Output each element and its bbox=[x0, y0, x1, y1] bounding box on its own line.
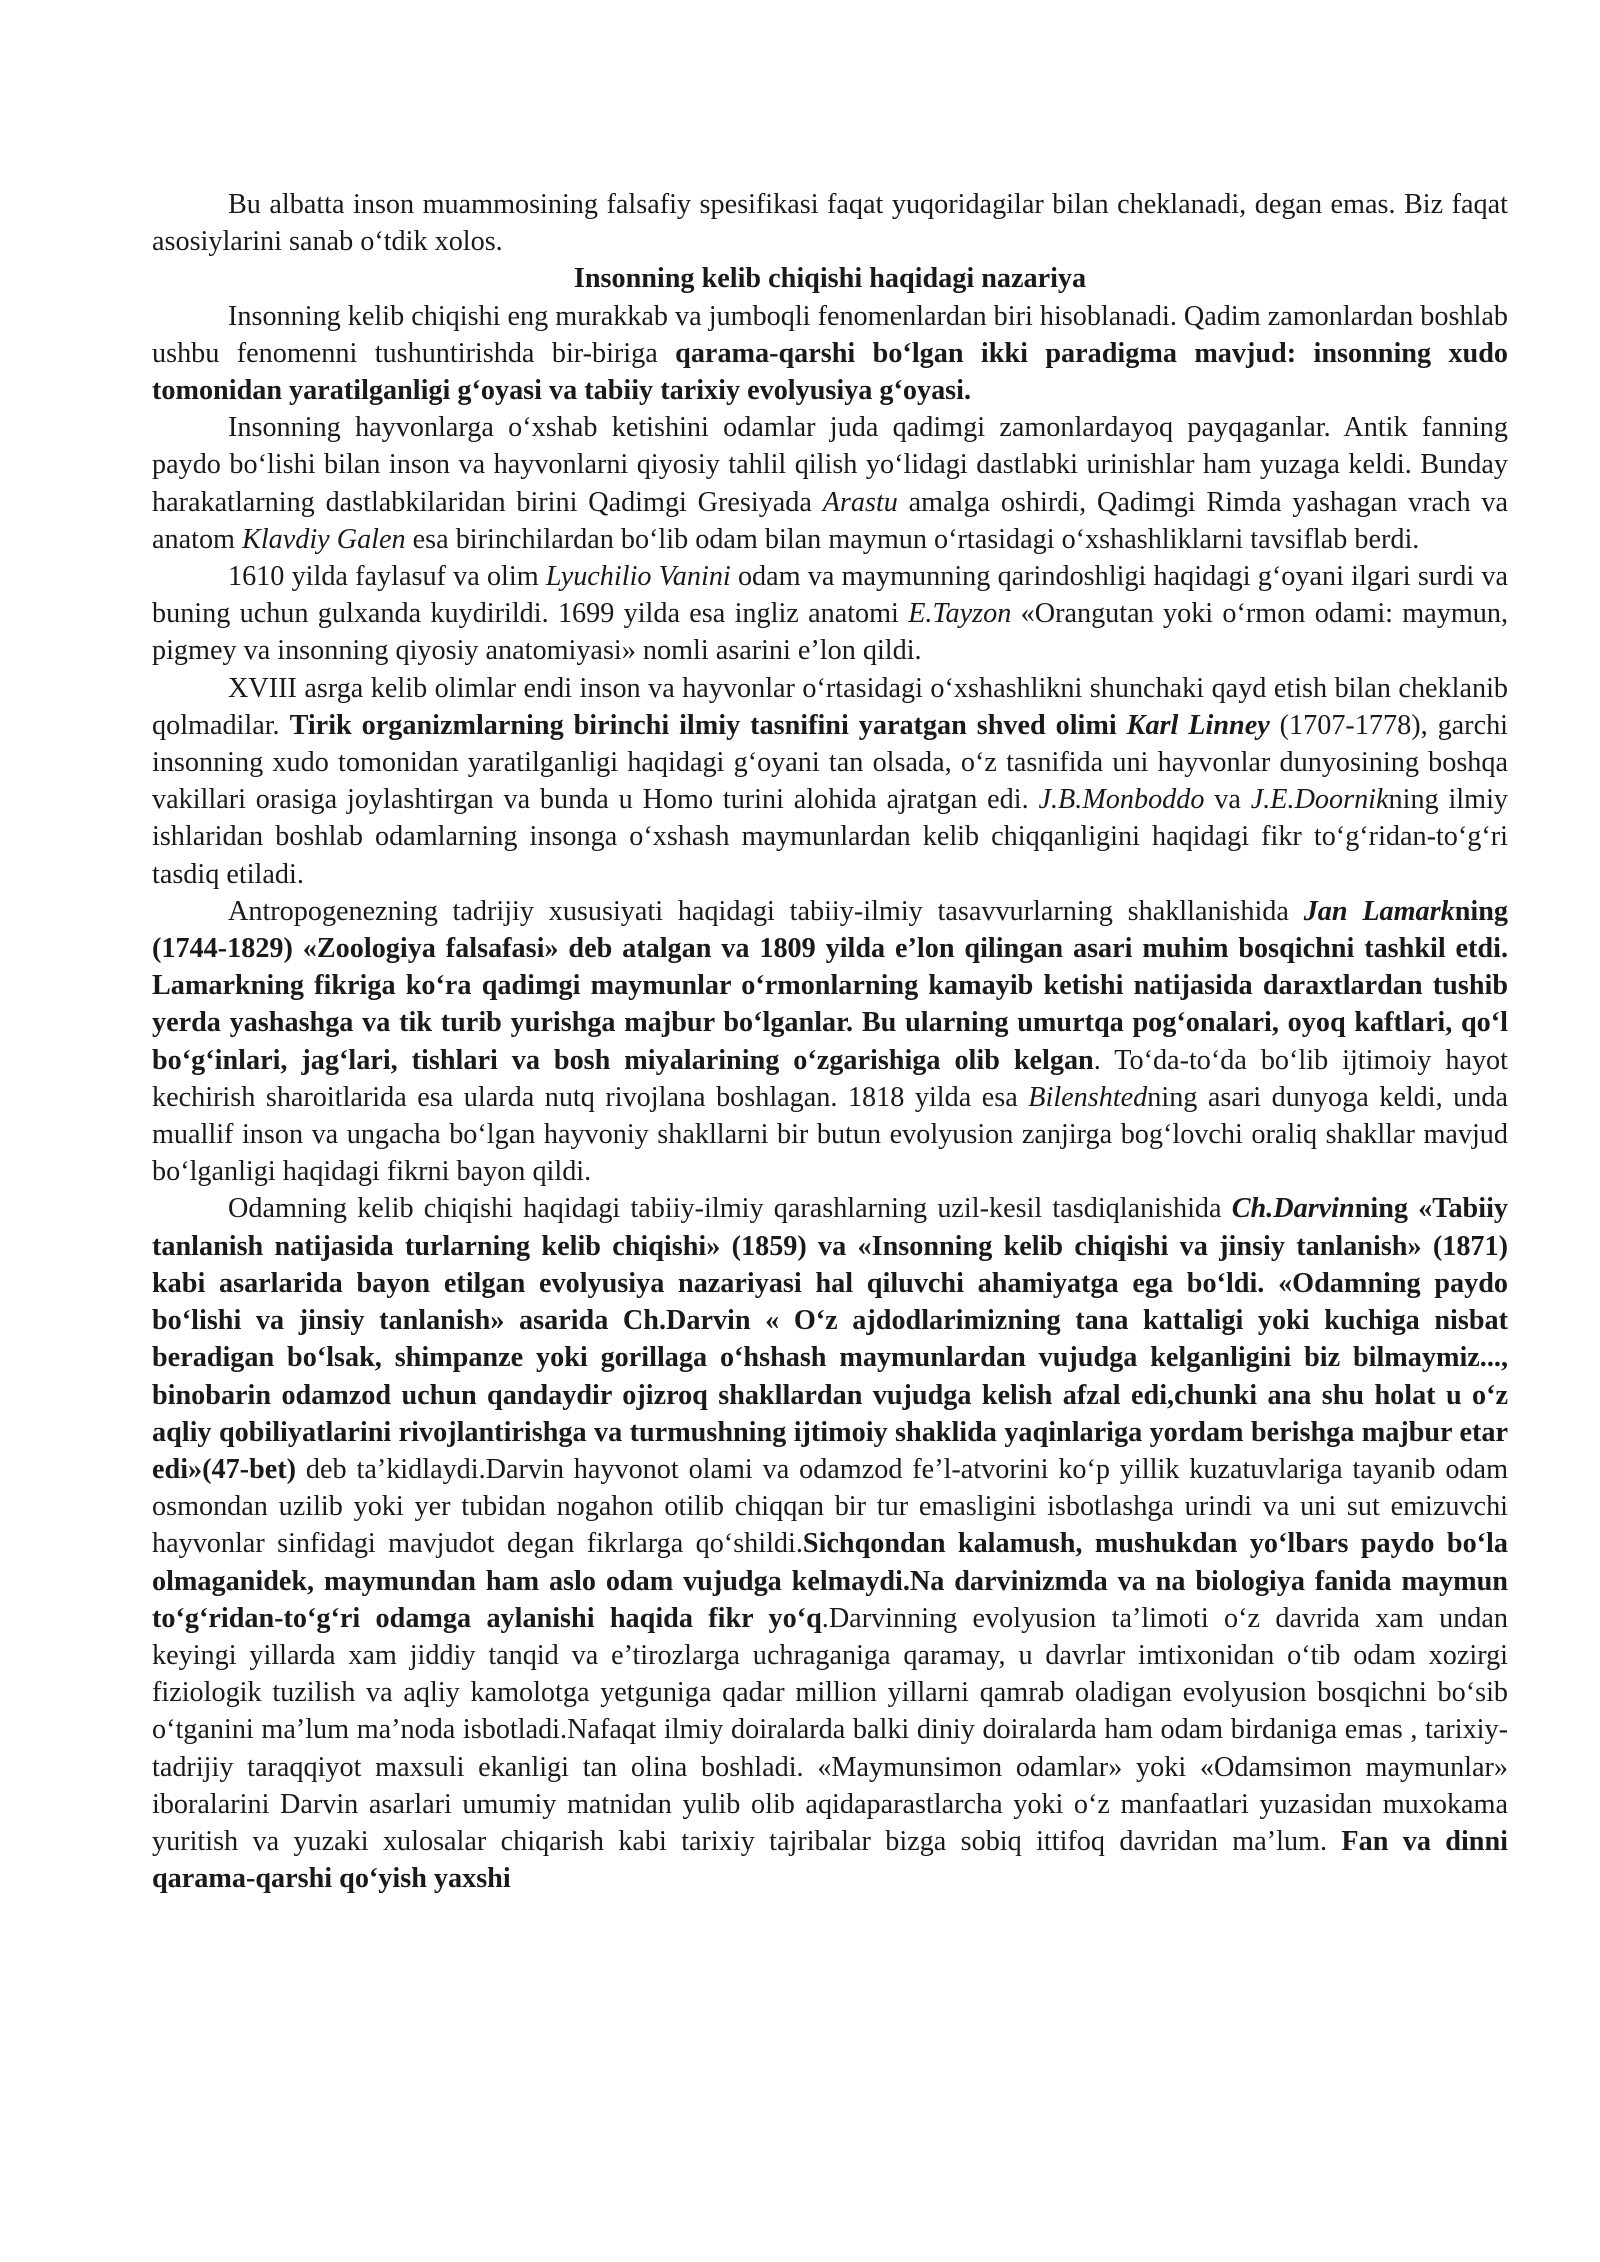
italic-name-monboddo: J.B.Monboddo bbox=[1038, 784, 1205, 816]
italic-name-vanini: Lyuchilio Vanini bbox=[545, 561, 731, 593]
text-run: (1707-1778), garchi insonning xudo tomonidan yaratilganligi haqidagi g‘oyani tan olsada, o‘z tasnifida uni hayvonlar dunyosining boshqa vakillari orasiga joylashtirgan va bunda u Homo turini alohida ajratgan edi. bbox=[152, 709, 1509, 816]
text-run: va bbox=[1204, 784, 1251, 816]
paragraph-origin bbox=[152, 298, 1508, 410]
bold-italic-name-linney: Karl Linney bbox=[1126, 709, 1270, 741]
text-run: XVIII asrga kelib olimlar endi inson va hayvonlar o‘rtasidagi o‘xshashlikni shunchaki qayd etish bilan cheklanib qolmadilar. bbox=[152, 672, 1508, 741]
bold-italic-name-darvin: Ch.Darvin bbox=[1231, 1193, 1355, 1225]
paragraph-lamark bbox=[152, 893, 1508, 1191]
paragraph-darvin bbox=[152, 1190, 1508, 1897]
bold-run: Tirik organizmlarning birinchi ilmiy tasnifini yaratgan shved olimi bbox=[289, 709, 1127, 741]
text-run: 1610 yilda faylasuf va olim bbox=[228, 561, 546, 593]
bold-run: Fan va dinni qarama-qarshi qo‘yish yaxshi bbox=[152, 1825, 1508, 1895]
italic-name-galen: Klavdiy Galen bbox=[242, 523, 406, 555]
text-run: «Orangutan yoki o‘rmon odami: maymun, pigmey va insonning qiyosiy anatomiyasi» nomli asarini e’lon qildi. bbox=[152, 598, 1508, 667]
paragraph-antiquity bbox=[152, 409, 1508, 558]
text-run: Insonning kelib chiqishi eng murakkab va jumboqli fenomenlardan biri hisoblanadi. Qadim zamonlardan boshlab ushbu fenomenni tushuntirishda bir-biriga bbox=[152, 300, 1508, 369]
italic-name-arastu: Arastu bbox=[822, 486, 898, 518]
text-run: ning ilmiy ishlaridan boshlab odamlarning insonga o‘xshash maymunlardan kelib chiqqanligini haqidagi fikr to‘g‘ridan-to‘g‘ri tasdiq etiladi. bbox=[152, 784, 1508, 890]
section-heading: Insonning kelib chiqishi haqidagi nazariya bbox=[573, 263, 1087, 295]
text-run: ning asari dunyoga keldi, unda muallif inson va ungacha bo‘lgan hayvoniy shakllarni bir butun evolyusion zanjirga bog‘lovchi oraliq shakllar mavjud bo‘lganligi haqidagi fikrni bayon qildi. bbox=[152, 1081, 1508, 1188]
italic-name-tayzon: E.Tayzon bbox=[908, 598, 1012, 630]
text-run: Odamning kelib chiqishi haqidagi tabiiy-ilmiy qarashlarning uzil-kesil tasdiqlanishida bbox=[228, 1193, 1232, 1225]
text-run: Antropogenezning tadrijiy xususiyati haqidagi tabiiy-ilmiy tasavvurlarning shakllanishida bbox=[228, 895, 1304, 927]
italic-name-bilenshted: Bilenshted bbox=[1028, 1081, 1148, 1113]
text-run: Bu albatta inson muammosining falsafiy spesifikasi faqat yuqoridagilar bilan cheklanadi, degan emas. Biz faqat asosiylarini sanab o‘tdik xolos. bbox=[152, 189, 1508, 258]
paragraph-intro bbox=[152, 186, 1508, 260]
text-run: odam va maymunning qarindoshligi haqidagi g‘oyani ilgari surdi va buning uchun gulxanda kuydirildi. 1699 yilda esa ingliz anatomi bbox=[152, 561, 1509, 630]
text-run: .Darvinning evolyusion ta’limoti o‘z davrida xam undan keyingi yillarda xam jiddiy tanqid va e’tirozlarga uchraganiga qaramay, u davrlar imtixonidan o‘tib odam xozirgi fiziologik tuzilish va aqliy kamolotga yetguniga qadar million yillarni qamrab oladigan evolyusion bosqichni bo‘sib o‘tganini ma’lum ma’noda isbotladi.Nafaqat ilmiy doiralarda balki diniy doiralarda ham odam birdaniga emas , tarixiy-tadrijiy taraqqiyot maxsuli ekanligi tan olina boshladi. «Maymunsimon odamlar» yoki «Odamsimon maymunlar» iboralarini Darvin asarlari umumiy matnidan yulib olib aqidaparastlarcha yoki o‘z manfaatlari yuzasidan muxokama yuritish va yuzaki xulosalar chiqarish kabi tarixiy tajribalar bizga sobiq ittifoq davridan ma’lum. bbox=[152, 1602, 1509, 1857]
bold-run: ning (1744-1829) «Zoologiya falsafasi» deb atalgan va 1809 yilda e’lon qilingan asari muhim bosqichni tashkil etdi. Lamarkning fikriga ko‘ra qadimgi maymunlar o‘rmonlarning kamayib ketishi natijasida daraxtlardan tushib yerda yashashga va tik turib yurishga majbur bo‘lganlar. Bu ularning umurtqa pog‘onalari, oyoq kaftlari, qo‘l bo‘g‘inlari, jag‘lari, tishlari va bosh miyalarining o‘zgarishiga olib kelgan bbox=[152, 895, 1509, 1076]
bold-run: qarama-qarshi bo‘lgan ikki paradigma mavjud: insonning xudo tomonidan yaratilganligi g‘oyasi va tabiiy tarixiy evolyusiya g‘oyasi. bbox=[152, 337, 1509, 407]
bold-run: Sichqondan kalamush, mushukdan yo‘lbars paydo bo‘la olmaganidek, maymundan ham aslo odam vujudga kelmaydi.Na darvinizmda va na biologiya fanida maymun to‘g‘ridan-to‘g‘ri odamga aylanishi haqida fikr yo‘q bbox=[152, 1528, 1508, 1634]
text-run: amalga oshirdi, Qadimgi Rimda yashagan vrach va anatom bbox=[152, 486, 1508, 555]
italic-name-doornik: J.E.Doornik bbox=[1250, 784, 1389, 816]
text-run: . To‘da-to‘da bo‘lib ijtimoiy hayot kechirish sharoitlarida esa ularda nutq rivojlana boshlagan. 1818 yilda esa bbox=[152, 1044, 1508, 1113]
document-page bbox=[152, 186, 1508, 1897]
text-run: deb ta’kidlaydi.Darvin hayvonot olami va odamzod fe’l-atvorini ko‘p yillik kuzatuvlariga tayanib odam osmondan uzilib yoki yer tubidan nogahon otilib chiqqan bir tur emasligini isbotlashga urindi va uni sut emizuvchi hayvonlar sinfidagi mavjudot degan fikrlarga qo‘shildi. bbox=[152, 1453, 1508, 1560]
text-run: esa birinchilardan bo‘lib odam bilan maymun o‘rtasidagi o‘xshashliklarni tavsiflab berdi. bbox=[405, 523, 1420, 555]
text-run: Insonning hayvonlarga o‘xshab ketishini odamlar juda qadimgi zamonlardayoq payqaganlar. Antik fanning paydo bo‘lishi bilan inson va hayvonlarni qiyosiy tahlil qilish yo‘lidagi dastlabki urinishlar ham yuzaga keldi. Bunday harakatlarning dastlabkilaridan birini Qadimgi Gresiyada bbox=[152, 412, 1508, 518]
paragraph-linney bbox=[152, 670, 1508, 893]
paragraph-vanini bbox=[152, 558, 1508, 670]
bold-italic-name-lamark: Jan Lamark bbox=[1303, 895, 1455, 927]
bold-run: ning «Tabiiy tanlanish natijasida turlarning kelib chiqishi» (1859) va «Insonning kelib chiqishi va jinsiy tanlanish» (1871) kabi asarlarida bayon etilgan evolyusiya nazariyasi hal qiluvchi ahamiyatga ega bo‘ldi. «Odamning paydo bo‘lishi va jinsiy tanlanish» asarida Ch.Darvin « O‘z ajdodlarimizning tana kattaligi yoki kuchiga nisbat beradigan bo‘lsak, shimpanze yoki gorillaga o‘hshash maymunlardan vujudga kelganligini biz bilmaymiz..., binobarin odamzod uchun qandaydir ojizroq shakllardan vujudga kelish afzal edi,chunki ana shu holat u o‘z aqliy qobiliyatlarini rivojlantirishga va turmushning ijtimoiy shaklida yaqinlariga yordam berishga majbur etar edi»(47-bet) bbox=[152, 1193, 1508, 1485]
